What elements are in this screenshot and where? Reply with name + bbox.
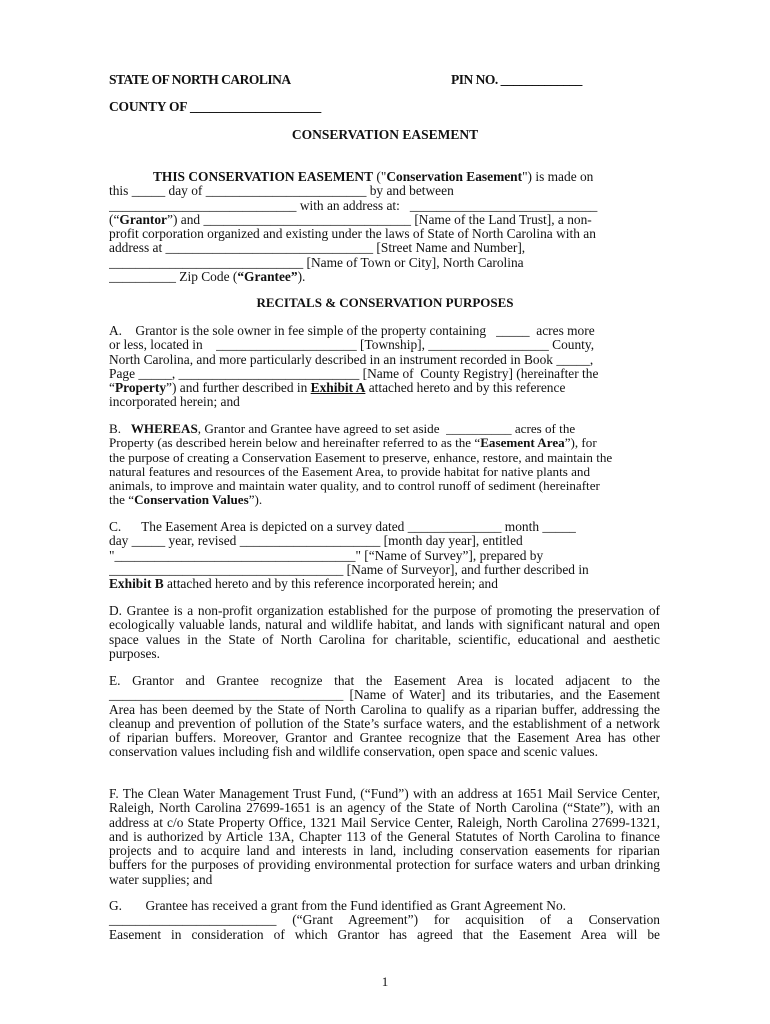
recital-g xyxy=(109,899,660,942)
recital-line-part: “ xyxy=(109,381,115,396)
recital-line: Easement in consideration of which Grantor has agreed that the Easement Area will be xyxy=(109,926,660,942)
recital-line-part: ”) and further described in xyxy=(166,381,311,396)
intro-line-part: ”) and _______________________________ [Name of the Land Trust], a non- xyxy=(167,212,592,227)
recital-line: natural features and resources of the Easement Area, to provide habitat for native plants and xyxy=(109,464,591,479)
recital-line: C. The Easement Area is depicted on a survey dated ______________ month _____ xyxy=(109,520,576,534)
recital-line: ___________________________________ [Name of Surveyor], and further described in xyxy=(109,562,589,577)
document-title: CONSERVATION EASEMENT xyxy=(291,127,479,142)
whereas-term: WHEREAS xyxy=(130,422,198,436)
recital-line: "____________________________________" [“Name of Survey”], prepared by xyxy=(109,548,544,563)
recital-line-part: B. xyxy=(109,422,131,436)
recital-line-part: , Grantor and Grantee have agreed to set aside __________ acres of the xyxy=(197,422,576,436)
county-heading: COUNTY OF ____________________ xyxy=(109,99,321,114)
pin-number-field: PIN NO. _____________ xyxy=(451,72,582,87)
recital-line-part: attached hereto and by this reference incorporated herein; and xyxy=(163,577,498,592)
recital-line: North Carolina, and more particularly described in an instrument recorded in Book _____, xyxy=(109,352,594,367)
conservation-values-term: Conservation Values xyxy=(134,493,249,508)
recital-e xyxy=(109,674,660,760)
easement-area-term: Easement Area xyxy=(480,436,565,451)
intro-line: address at _______________________________ [Street Name and Number], xyxy=(109,241,526,256)
recital-line-part: attached hereto and by this reference xyxy=(365,381,566,396)
recital-line: _________________________ (“Grant Agreement”) for acquisition of a Conservation xyxy=(109,912,660,928)
state-heading: STATE OF NORTH CAROLINA xyxy=(109,72,291,87)
recital-line: A. Grantor is the sole owner in fee simple of the property containing _____ acres more xyxy=(109,324,595,338)
grantor-term: Grantor xyxy=(119,212,168,227)
recital-line-part: the “ xyxy=(109,493,135,508)
recital-line: G. Grantee has received a grant from the Fund identified as Grant Agreement No. xyxy=(109,899,566,913)
recital-f xyxy=(109,787,660,887)
intro-line-part: __________ Zip Code ( xyxy=(109,270,238,285)
recital-a xyxy=(109,324,660,410)
exhibit-b-reference: Exhibit B xyxy=(109,577,164,592)
recital-line-part: ”). xyxy=(248,493,263,508)
intro-lead-bold: THIS CONSERVATION EASEMENT xyxy=(153,170,374,184)
page-number: 1 xyxy=(381,974,389,989)
recital-text: F. The Clean Water Management Trust Fund, (“Fund”) with an address at 1651 Mail Service Center, Raleigh, North Carolina 27699-1651 is an agency of the State of North Carolina (“State”), with an address at c/o State Property Office, 1321 Mail Service Center, Raleigh, North Carolina 27699-1321, and is authorized by Article 13A, Chapter 113 of the General Statutes of North Carolina to finance projects and to acquire land and interests in land, including conservation easements for riparian buffers for the purposes of providing environmental protection for surface waters and urban drinking water supplies; and xyxy=(109,786,660,887)
intro-lead-text: (" xyxy=(373,170,387,184)
recital-c xyxy=(109,520,660,591)
recital-text: D. Grantee is a non-profit organization established for the purpose of promoting the preservation of ecologically valuable lands, natural and wildlife habitat, and lands with significant natural and open space values in the State of North Carolina for charitable, scientific, educational and aesthetic purposes. xyxy=(109,603,660,661)
intro-lead-bold-term: Conservation Easement xyxy=(386,170,523,184)
recital-text: E. Grantor and Grantee recognize that the Easement Area is located adjacent to the ___________________________________ [Name of Water] and its tributaries, and the Easement Area has been deemed by the State of North Carolina to qualify as a riparian buffer, addressing the cleanup and prevention of pollution of the State’s surface waters, and the establishment of a network of riparian buffers. Moreover, Grantor and Grantee recognize that the Easement Area has other conservation values including fish and wildlife conservation, open space and scenic values. xyxy=(109,673,660,760)
recital-line: incorporated herein; and xyxy=(109,395,240,410)
recital-line-part: Property (as described herein below and hereinafter referred to as the “ xyxy=(109,436,481,451)
recitals-heading: RECITALS & CONSERVATION PURPOSES xyxy=(256,295,514,310)
exhibit-a-reference: Exhibit A xyxy=(310,381,366,396)
recital-line: day _____ year, revised _____________________ [month day year], entitled xyxy=(109,534,523,549)
intro-line: profit corporation organized and existing under the laws of State of North Carolina with an xyxy=(109,227,596,242)
property-term: Property xyxy=(114,381,167,396)
header-row xyxy=(109,72,669,90)
intro-line: _____________________________ [Name of Town or City], North Carolina xyxy=(109,255,524,270)
recital-b xyxy=(109,422,660,508)
intro-line: ____________________________ with an address at: ____________________________ xyxy=(109,198,598,213)
recital-line-part: ”), for xyxy=(564,436,597,451)
recital-line: the purpose of creating a Conservation Easement to preserve, enhance, restore, and maintain the xyxy=(109,450,613,465)
intro-line: this _____ day of ________________________ by and between xyxy=(109,184,454,199)
recital-d xyxy=(109,604,660,661)
recital-line: Page _____, ___________________________ [Name of County Registry] (hereinafter the xyxy=(109,366,599,381)
grantee-term: “Grantee” xyxy=(237,270,298,285)
recital-line: animals, to improve and maintain water quality, and to control runoff of sediment (hereinafter xyxy=(109,479,600,494)
intro-line-part: (“ xyxy=(109,212,120,227)
recital-line: or less, located in _____________________ [Township], __________________ County, xyxy=(109,338,595,353)
intro-line-part: ). xyxy=(297,270,306,285)
intro-lead-text-end: ") is made on xyxy=(522,170,594,184)
intro-paragraph xyxy=(109,170,660,284)
